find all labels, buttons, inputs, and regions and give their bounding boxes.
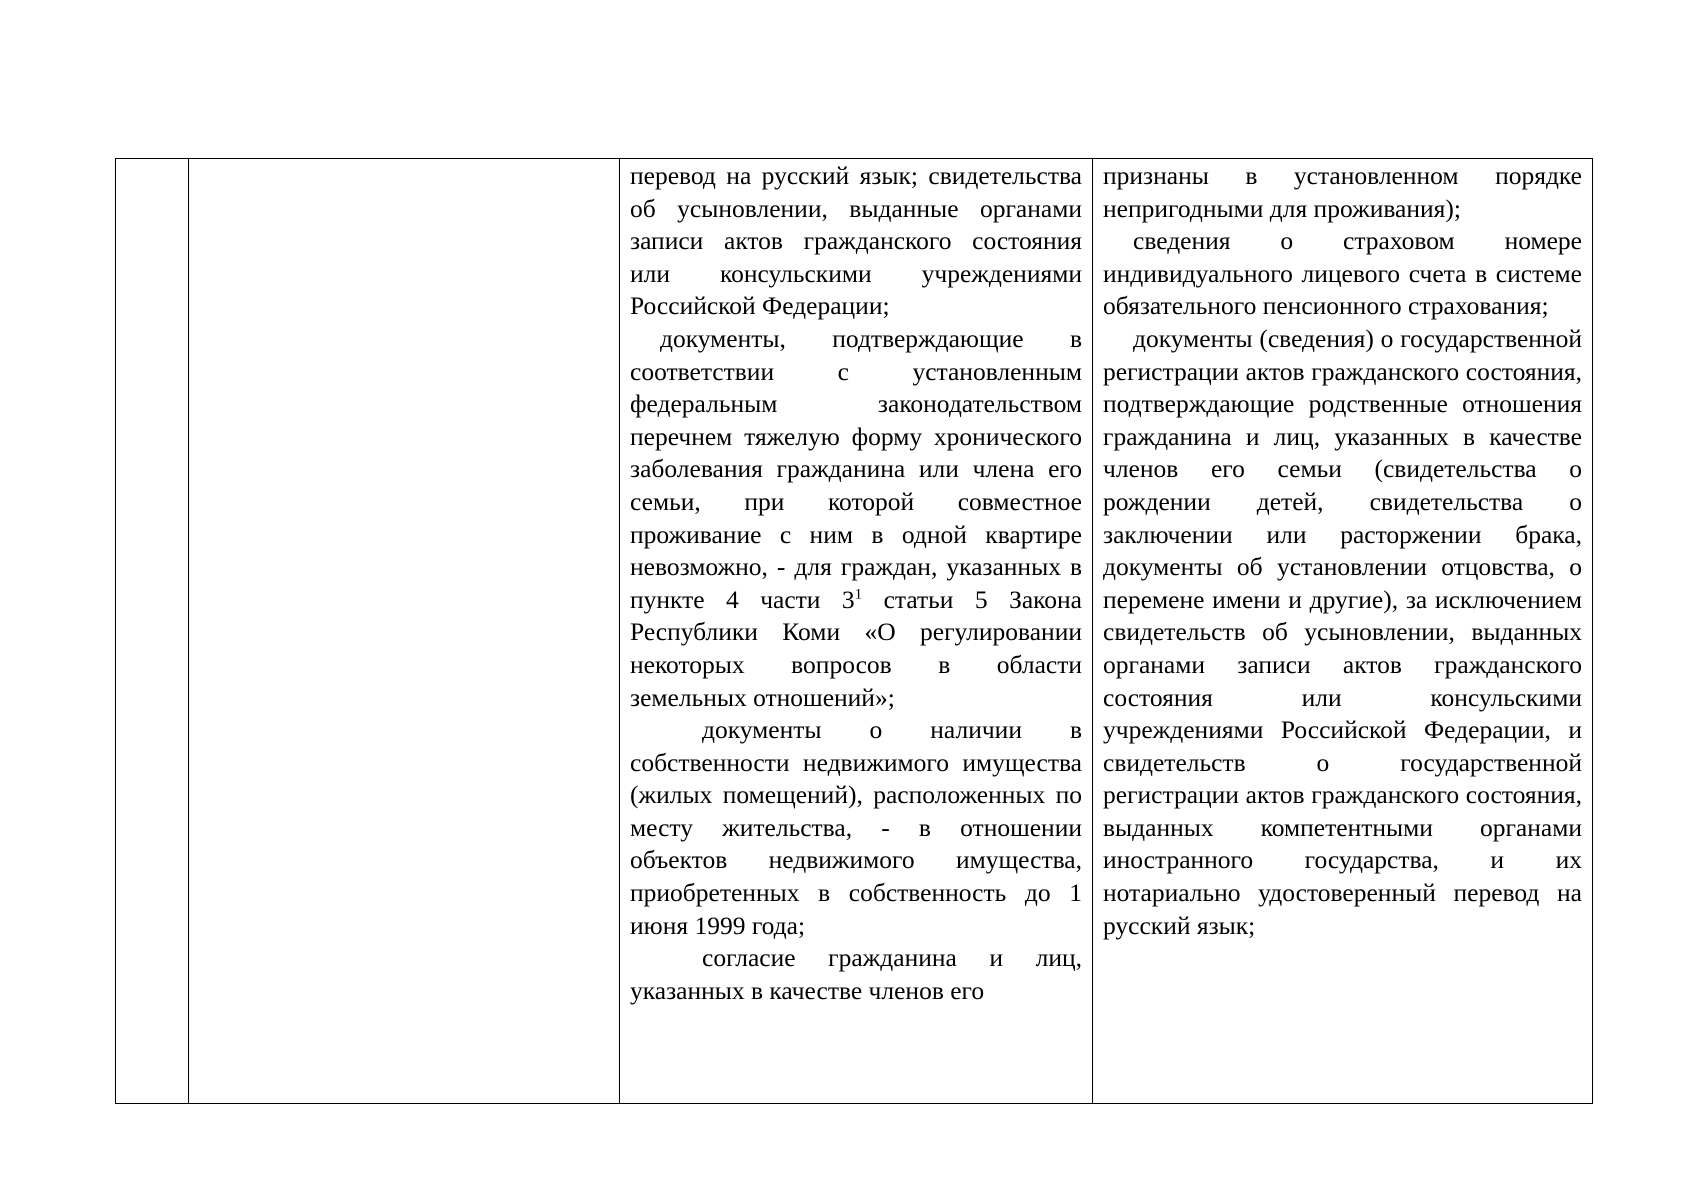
text-run: документы, подтверждающие в соответствии с установленным федеральным законодательством перечнем тяжелую форму хронического заболевания гражданина или члена его семьи, при которой совместное проживание с ним в одной квартире невозможно, - для граждан, указанных в пункте 4 части 3 (630, 323, 1082, 614)
paragraph: сведения о страховом номере индивидуального лицевого счета в системе обязательного пенсионного страхования; (1103, 226, 1582, 321)
paragraph: признаны в установленном порядке непригодными для проживания); (1103, 161, 1582, 223)
paragraph: документы (сведения) о государственной регистрации актов гражданского состояния, подтверждающие родственные отношения гражданина и лиц, указанных в качестве членов его семьи (свидетельства о рождении детей, свидетельства о заключении или расторжении брака, документы об установлении отцовства, о перемене имени и другие), за исключением свидетельств об усыновлении, выданных органами записи актов гражданского состояния или консульскими учреждениями Российской Федерации, и свидетельств о государственной регистрации актов гражданского состояния, выданных компетентными органами иностранного государства, и их нотариально удостоверенный перевод на русский язык; (1103, 323, 1582, 940)
cell-number (116, 159, 189, 1104)
cell-documents-applicant-text (620, 159, 1092, 1007)
table-row (116, 159, 1593, 1104)
superscript: 1 (854, 586, 863, 603)
text-run: статьи 5 Закона Республики Коми «О регулировании некоторых вопросов в области земельных отношений»; (630, 584, 1082, 712)
cell-documents-interagency-text (1093, 159, 1592, 942)
paragraph: перевод на русский язык; свидетельства об усыновлении, выданные органами записи актов гражданского состояния или консульскими учреждениями Российской Федерации; (630, 161, 1082, 321)
paragraph: согласие гражданина и лиц, указанных в качестве членов его (630, 943, 1082, 1005)
cell-documents-interagency (1093, 159, 1593, 1104)
cell-documents-applicant (620, 159, 1093, 1104)
document-table (115, 158, 1593, 1104)
paragraph (630, 323, 1082, 714)
paragraph: документы о наличии в собственности недвижимого имущества (жилых помещений), расположенных по месту жительства, - в отношении объектов недвижимого имущества, приобретенных в собственность до 1 июня 1999 года; (630, 715, 1082, 940)
cell-service-name (189, 159, 620, 1104)
